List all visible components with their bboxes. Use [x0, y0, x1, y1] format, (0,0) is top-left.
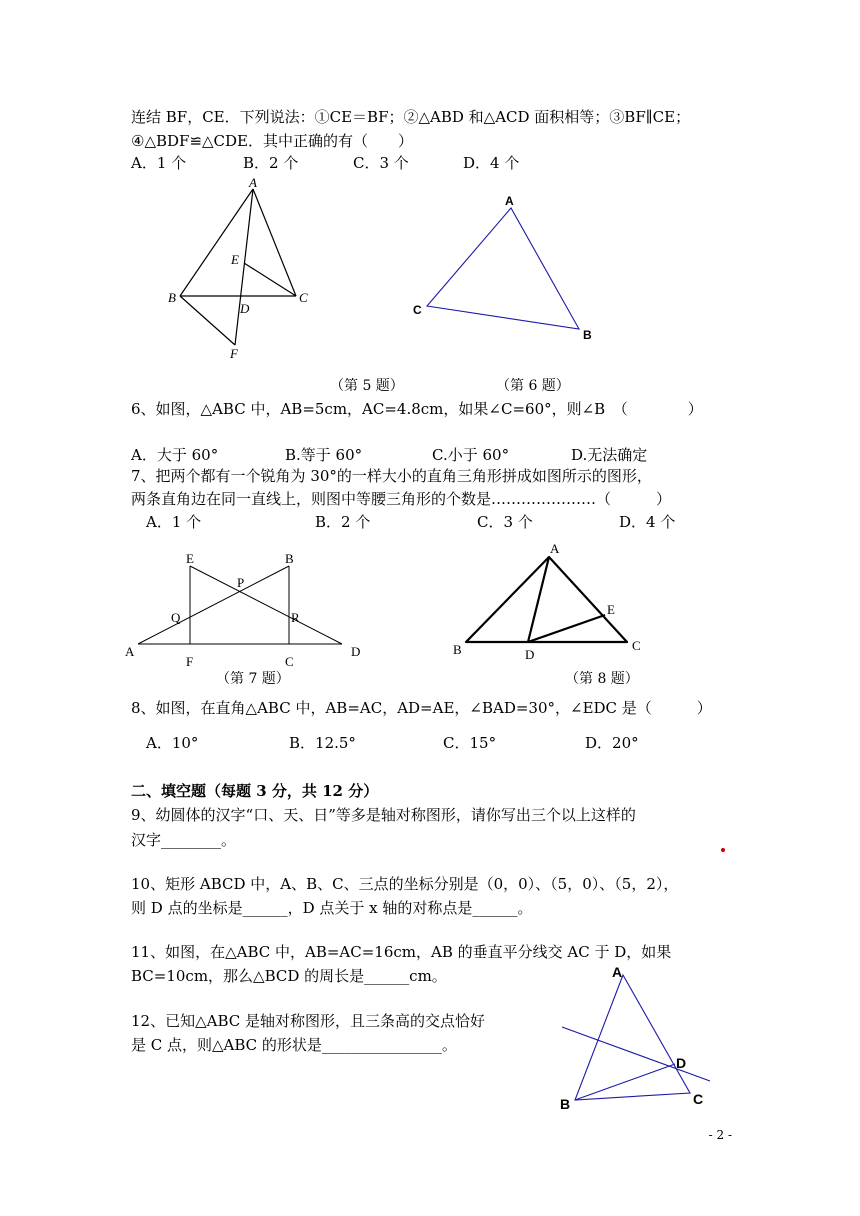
- q5-option-a: A．1 个: [131, 154, 187, 172]
- label-a: A: [612, 964, 623, 980]
- label-b: B: [453, 642, 462, 657]
- q8-option-d: D．20°: [585, 734, 639, 752]
- label-c: C: [693, 1091, 704, 1107]
- label-d: D: [525, 647, 535, 662]
- label-b: B: [168, 290, 176, 305]
- label-f: F: [230, 346, 238, 361]
- label-r: R: [291, 610, 300, 625]
- q12-line2: 是 C 点，则△ABC 的形状是________________。: [131, 1036, 457, 1054]
- label-b: B: [583, 328, 592, 342]
- label-a: A: [505, 194, 514, 208]
- label-c: C: [632, 638, 641, 653]
- q8-stem: 8、如图，在直角△ABC 中，AB=AC，AD=AE，∠BAD=30°，∠EDC 是（ ）: [131, 699, 712, 717]
- caption-q7: （第 7 题）: [216, 671, 290, 687]
- label-a: A: [125, 644, 135, 659]
- figure-q8: [450, 540, 650, 665]
- q7-stem-line2: 两条直角边在同一直线上，则图中等腰三角形的个数是…………………（ ）: [131, 490, 672, 508]
- label-c: C: [299, 290, 308, 305]
- label-p: P: [237, 575, 245, 590]
- q5-option-b: B．2 个: [243, 154, 299, 172]
- q5-stem-line2: ④△BDF≌△CDE．其中正确的有（ ）: [131, 132, 413, 150]
- q5-option-d: D．4 个: [463, 154, 520, 172]
- q6-option-a: A．大于 60°: [131, 446, 219, 464]
- page-number: - 2 -: [708, 1128, 732, 1142]
- q9-line2: 汉字________。: [131, 831, 237, 849]
- label-d: D: [240, 301, 250, 316]
- section-heading-fill-in: 二、填空题（每题 3 分，共 12 分）: [131, 782, 379, 800]
- label-e: E: [231, 252, 239, 267]
- label-f: F: [186, 654, 194, 669]
- perpendicular-bisector: [562, 1027, 710, 1081]
- segment-ec: [244, 263, 296, 296]
- q8-option-b: B．12.5°: [289, 734, 356, 752]
- figure-q7: [120, 550, 370, 669]
- q11-line1: 11、如图，在△ABC 中，AB=AC=16cm，AB 的垂直平分线交 AC 于 D，如果: [131, 943, 672, 961]
- q8-option-a: A．10°: [146, 734, 199, 752]
- label-c: C: [413, 303, 422, 317]
- label-d: D: [351, 644, 361, 659]
- segment-bf: [180, 296, 235, 345]
- caption-q5: （第 5 题）: [330, 378, 404, 394]
- q12-line1: 12、已知△ABC 是轴对称图形，且三条高的交点恰好: [131, 1012, 486, 1030]
- q7-option-d: D．4 个: [619, 513, 676, 531]
- figure-q5: [160, 175, 320, 365]
- label-e: E: [186, 551, 194, 566]
- label-a: A: [550, 541, 560, 556]
- q6-option-c: C.小于 60°: [432, 446, 510, 464]
- label-b: B: [285, 551, 294, 566]
- figure-q6: [410, 190, 600, 350]
- q6-stem: 6、如图，△ABC 中，AB=5cm，AC=4.8cm，如果∠C=60°，则∠B （ ）: [131, 400, 703, 418]
- q10-line1: 10、矩形 ABCD 中，A、B、C、三点的坐标分别是（0，0）、（5，0）、（5，2），: [131, 875, 679, 893]
- q11-line2: BC=10cm，那么△BCD 的周长是______cm。: [131, 967, 447, 985]
- q6-option-d: D.无法确定: [571, 446, 648, 464]
- q7-option-a: A．1 个: [146, 513, 202, 531]
- q8-option-c: C．15°: [443, 734, 497, 752]
- label-e: E: [607, 602, 615, 617]
- q10-line2: 则 D 点的坐标是______，D 点关于 x 轴的对称点是______。: [131, 899, 533, 917]
- q7-stem-line1: 7、把两个都有一个锐角为 30°的一样大小的直角三角形拼成如图所示的图形，: [131, 467, 652, 485]
- q7-option-b: B．2 个: [315, 513, 371, 531]
- q6-option-b: B.等于 60°: [285, 446, 363, 464]
- label-c: C: [285, 654, 294, 669]
- q9-line1: 9、幼圆体的汉字“口、天、日”等多是轴对称图形，请你写出三个以上这样的: [131, 806, 636, 824]
- caption-q6: （第 6 题）: [496, 378, 570, 394]
- q7-option-c: C．3 个: [477, 513, 533, 531]
- segment-de: [528, 615, 605, 642]
- label-q: Q: [171, 610, 181, 625]
- segment-ac: [253, 189, 296, 296]
- q5-stem-line1: 连结 BF，CE．下列说法：①CE＝BF；②△ABD 和△ACD 面积相等；③BF∥CE；: [131, 108, 691, 126]
- figure-q11: [555, 960, 720, 1115]
- label-a: A: [249, 175, 257, 190]
- label-b: B: [560, 1096, 571, 1112]
- red-dot-mark: [721, 848, 725, 852]
- caption-q8: （第 8 题）: [565, 671, 639, 687]
- segment-ad: [528, 557, 549, 642]
- triangle-abc: [427, 208, 579, 329]
- label-d: D: [676, 1055, 687, 1071]
- q5-option-c: C．3 个: [353, 154, 409, 172]
